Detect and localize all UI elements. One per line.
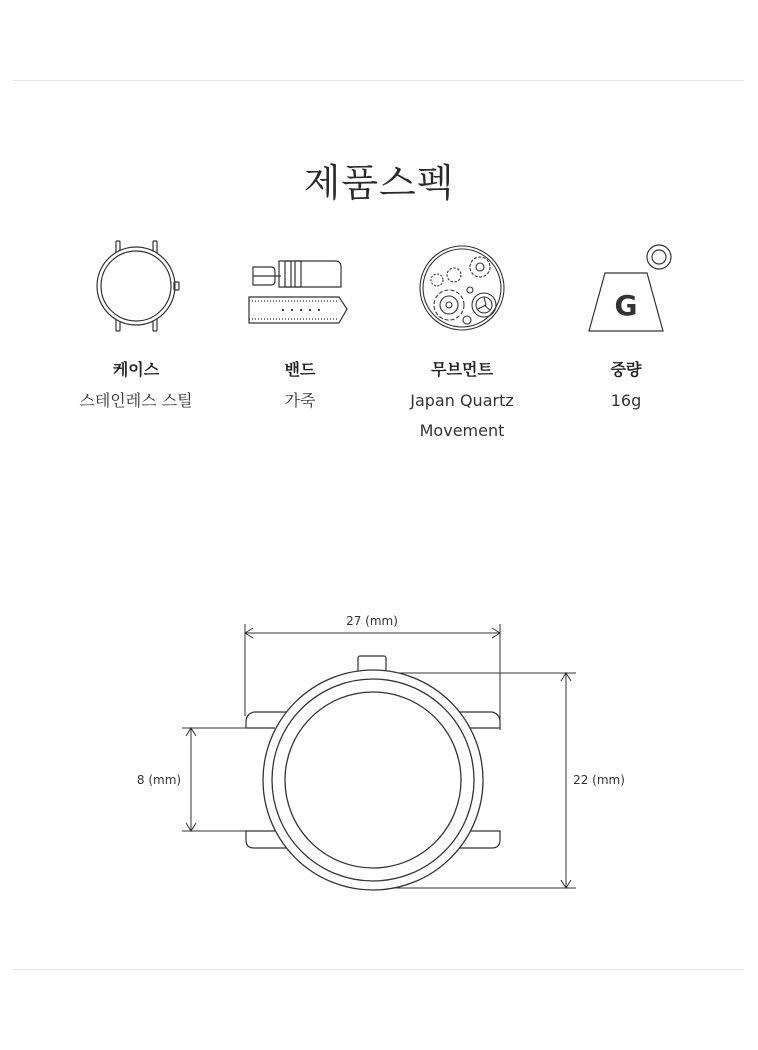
spec-case (51, 235, 221, 416)
spec-band-name: 밴드 (284, 360, 316, 379)
spec-band (215, 235, 385, 416)
height-label: 22 (mm) (573, 773, 625, 787)
spec-weight-name: 중량 (610, 360, 642, 379)
spec-movement-value: Japan Quartz Movement (410, 391, 514, 440)
weight-icon (576, 235, 676, 335)
page-title: 제품스펙 (303, 161, 455, 205)
spec-movement (377, 235, 547, 446)
top-divider (13, 80, 744, 81)
watch-dimension-diagram (0, 600, 758, 910)
spec-movement-name: 무브먼트 (431, 360, 493, 379)
spec-case-name: 케이스 (112, 360, 160, 379)
spec-weight (541, 235, 711, 416)
weight-icon-letter: G (614, 289, 638, 322)
spec-case-value: 스테인레스 스틸 (79, 391, 193, 410)
leather-band-icon (245, 235, 355, 335)
movement-gears-icon (412, 235, 512, 335)
lug-label: 8 (mm) (136, 773, 182, 787)
width-label: 27 (mm) (346, 614, 398, 628)
spec-weight-value: 16g (610, 391, 642, 410)
spec-band-value: 가죽 (284, 391, 316, 410)
watch-case-icon (86, 235, 186, 335)
bottom-divider (13, 969, 744, 970)
